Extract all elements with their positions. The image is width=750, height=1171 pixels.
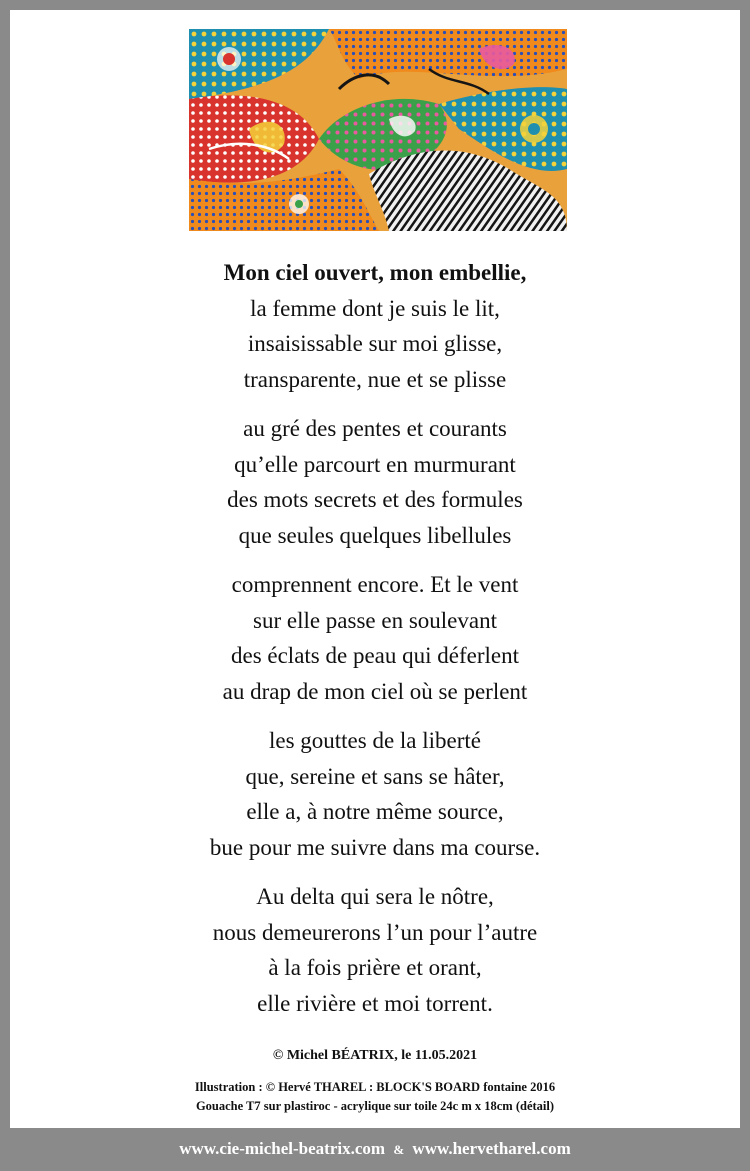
poem-line: transparente, nue et se plisse bbox=[243, 366, 507, 392]
poem-line: les gouttes de la liberté bbox=[268, 728, 482, 753]
credits-line-1: Illustration : © Hervé THAREL : BLOCK'S BOARD fontaine 2016 bbox=[194, 1080, 556, 1094]
poem-line: insaisissable sur moi glisse, bbox=[247, 331, 503, 356]
poem-line: la femme dont je suis le lit, bbox=[250, 295, 500, 321]
stanza-5 bbox=[10, 879, 740, 1021]
stanza-4 bbox=[10, 723, 740, 865]
poem-title-line: Mon ciel ouvert, mon embellie, bbox=[223, 260, 527, 285]
credits-line-2: Gouache T7 sur plastiroc - acrylique sur toile 24c m x 18cm (détail) bbox=[195, 1099, 555, 1113]
website-link-hervetharel[interactable]: www.hervetharel.com bbox=[412, 1139, 571, 1158]
poem bbox=[10, 255, 740, 1035]
poem-line: au drap de mon ciel où se perlent bbox=[222, 678, 528, 704]
stanza-2 bbox=[10, 411, 740, 553]
poem-line: elle rivière et moi torrent. bbox=[257, 990, 493, 1016]
poem-line: elle a, à notre même source, bbox=[246, 799, 504, 824]
poem-line: sur elle passe en soulevant bbox=[253, 607, 497, 633]
poem-line: des mots secrets et des formules bbox=[227, 487, 523, 512]
footer-websites bbox=[0, 1128, 750, 1170]
poem-line: que seules quelques libellules bbox=[238, 522, 512, 548]
painting-image bbox=[189, 29, 567, 231]
poem-line: nous demeurerons l’un pour l’autre bbox=[212, 919, 538, 945]
poem-line: au gré des pentes et courants bbox=[243, 416, 507, 441]
poem-line: comprennent encore. Et le vent bbox=[231, 572, 519, 597]
poem-line: bue pour me suivre dans ma course. bbox=[209, 834, 541, 860]
footer-separator: & bbox=[393, 1142, 405, 1157]
poem-page bbox=[10, 10, 740, 1128]
signature: © Michel BÉATRIX, le 11.05.2021 bbox=[272, 1048, 478, 1063]
poem-line: que, sereine et sans se hâter, bbox=[245, 763, 505, 789]
poem-line: qu’elle parcourt en murmurant bbox=[234, 451, 516, 477]
website-link-cie-michel-beatrix[interactable]: www.cie-michel-beatrix.com bbox=[179, 1139, 386, 1158]
poem-line: des éclats de peau qui déferlent bbox=[230, 643, 519, 668]
illustration-credits bbox=[10, 1078, 740, 1116]
illustration-painting bbox=[189, 29, 567, 231]
poem-line: Au delta qui sera le nôtre, bbox=[256, 884, 494, 909]
stanza-3 bbox=[10, 567, 740, 709]
poem-line: à la fois prière et orant, bbox=[268, 955, 482, 980]
stanza-1 bbox=[10, 255, 740, 397]
